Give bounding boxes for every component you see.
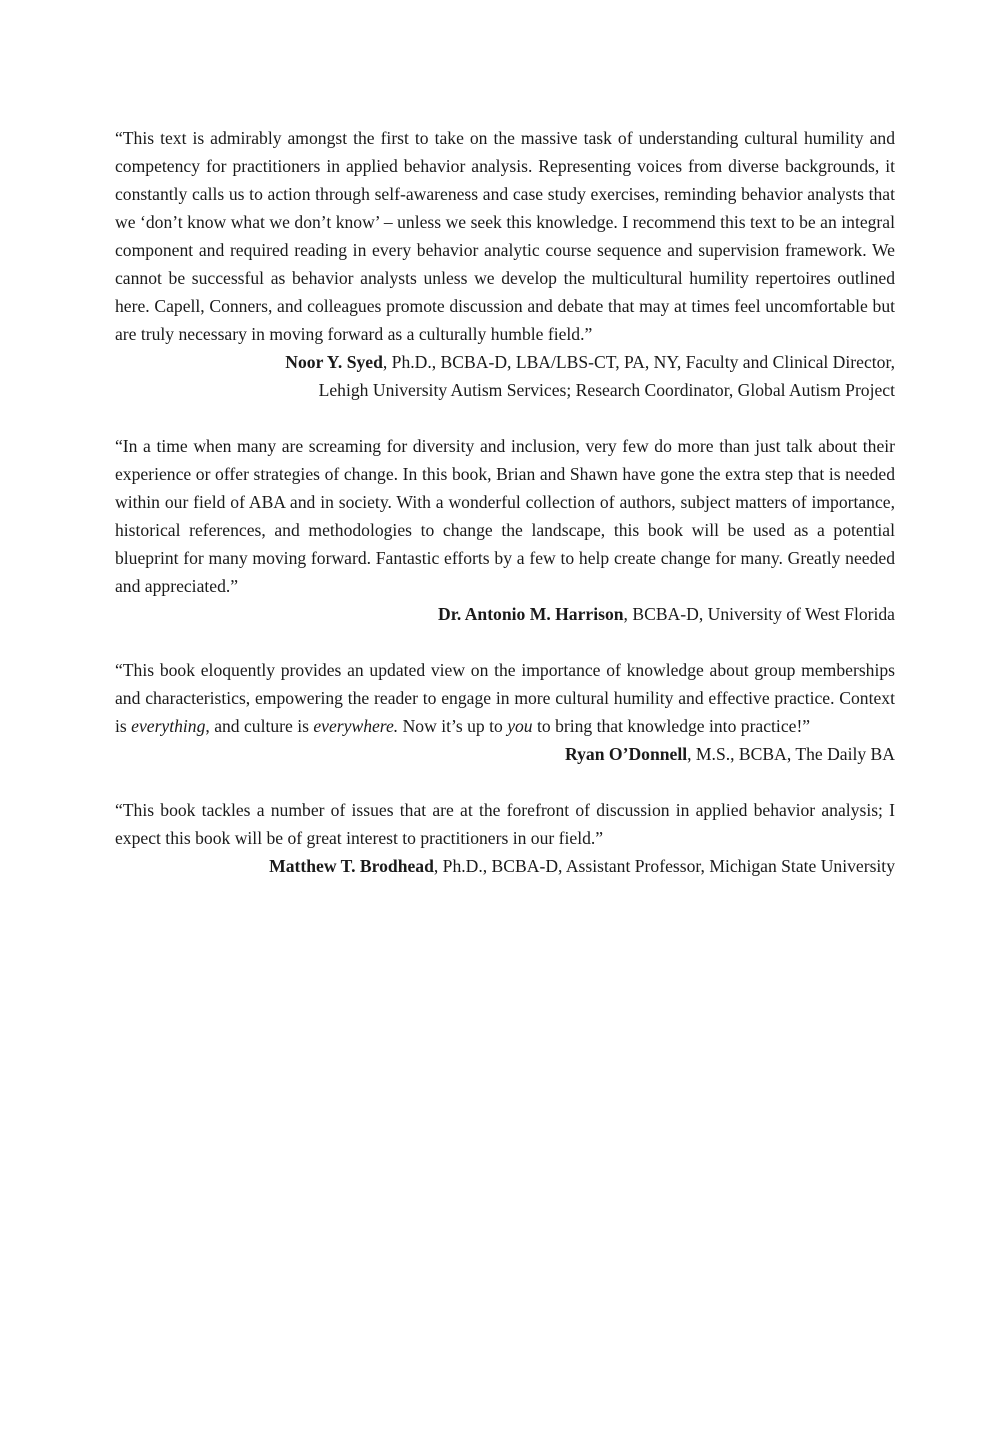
endorser-credentials: , Ph.D., BCBA-D, Assistant Professor, Michigan State University — [433, 856, 895, 876]
endorser-credentials: , M.S., BCBA, The Daily BA — [687, 744, 895, 764]
quote-emphasis: you — [507, 716, 533, 736]
endorsement-attribution — [115, 348, 895, 404]
quote-emphasis: everything — [131, 716, 206, 736]
endorser-credentials: , Ph.D., BCBA-D, LBA/LBS-CT, PA, NY, Faculty and Clinical Director, — [382, 352, 895, 372]
endorsement-odonnell — [115, 656, 895, 768]
quote-text: , and culture is — [205, 716, 314, 736]
endorser-credentials: , BCBA-D, University of West Florida — [623, 604, 895, 624]
endorsement-attribution — [115, 852, 895, 880]
endorsement-syed — [115, 124, 895, 404]
endorsements-page — [115, 124, 895, 908]
endorsement-quote: “This text is admirably amongst the first to take on the massive task of understanding cultural humility and competency for practitioners in applied behavior analysis. Representing voices from diverse backgrounds, it constantly calls us to action through self-awareness and case study exercises, reminding behavior analysts that we ‘don’t know what we don’t know’ – unless we seek this knowledge. I recommend this text to be an integral component and required reading in every behavior analytic course sequence and supervision framework. We cannot be successful as behavior analysts unless we develop the multicultural humility repertoires outlined here. Capell, Conners, and colleagues promote discussion and debate that may at times feel uncomfortable but are truly necessary in moving forward as a culturally humble field.” — [115, 128, 895, 344]
endorser-name: Dr. Antonio M. Harrison — [437, 604, 624, 624]
endorser-name: Matthew T. Brodhead — [269, 856, 434, 876]
endorsement-quote: “In a time when many are screaming for diversity and inclusion, very few do more than just talk about their experience or offer strategies of change. In this book, Brian and Shawn have gone the extra step that is needed within our field of ABA and in society. With a wonderful collection of authors, subject matters of importance, historical references, and methodologies to change the landscape, this book will be used as a potential blueprint for many moving forward. Fantastic efforts by a few to help create change for many. Greatly needed and appreciated.” — [115, 436, 895, 596]
quote-emphasis: everywhere. — [313, 716, 399, 736]
endorser-affiliation: Lehigh University Autism Services; Research Coordinator, Global Autism Project — [318, 380, 895, 400]
endorsement-attribution — [115, 740, 895, 768]
quote-text: Now it’s up to — [398, 716, 508, 736]
endorser-name: Ryan O’Donnell — [565, 744, 688, 764]
endorsement-quote: “This book tackles a number of issues that are at the forefront of discussion in applied behavior analysis; I expect this book will be of great interest to practitioners in our field.” — [115, 800, 895, 848]
endorsement-harrison — [115, 432, 895, 628]
endorsement-brodhead — [115, 796, 895, 880]
quote-text: to bring that knowledge into practice!” — [532, 716, 811, 736]
endorser-name: Noor Y. Syed — [285, 352, 383, 372]
endorsement-attribution — [115, 600, 895, 628]
quote-text: “This book eloquently provides an updated view on the importance of knowledge about group memberships and characteristics, empowering the reader to engage in more cultural humility and effective practice. Context is — [115, 660, 895, 736]
endorsement-quote — [115, 656, 895, 740]
